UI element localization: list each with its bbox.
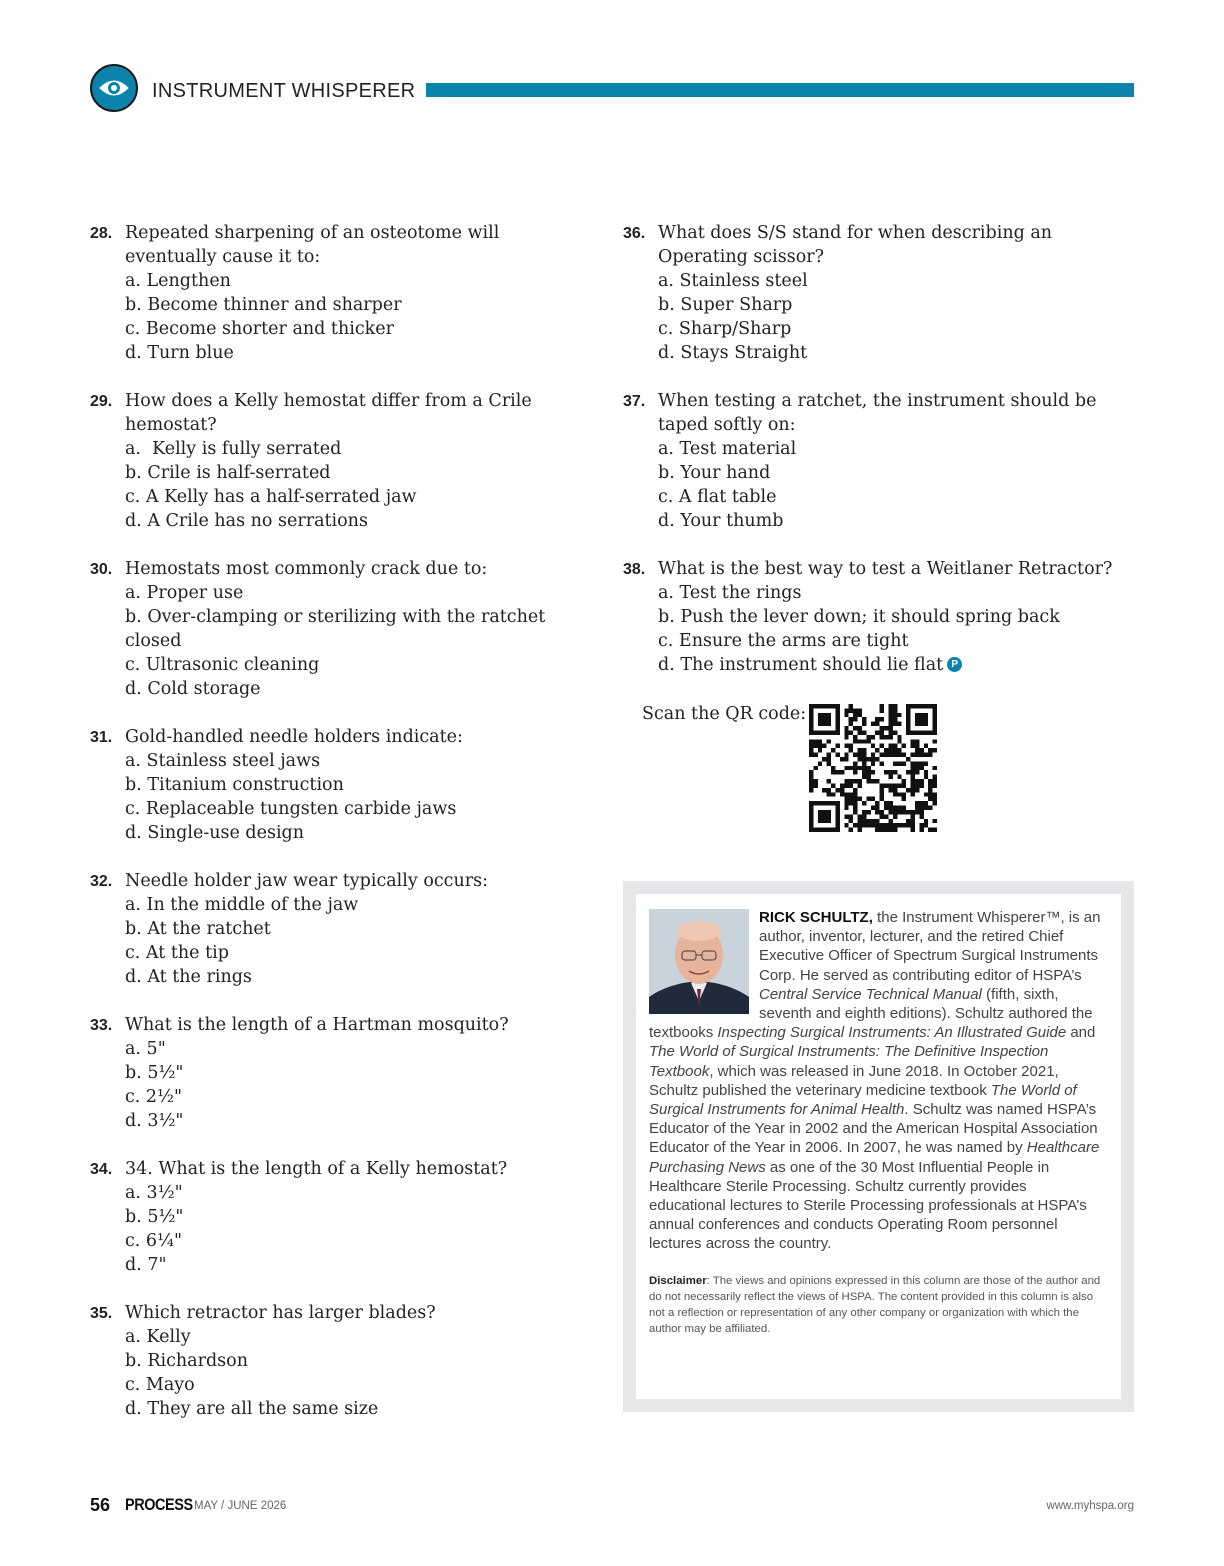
option-a: a. In the middle of the jaw (125, 895, 359, 915)
option-a: a. 3½" (125, 1183, 183, 1203)
option-b: b. 5½" (125, 1063, 184, 1083)
eye-icon (90, 64, 138, 112)
question-31 (90, 725, 590, 845)
question-34 (90, 1157, 590, 1277)
bio-text-6: as one of the 30 Most Influential People in Healthcare Sterile Processing. Schultz currently provides educational lectures to Sterile Processing professionals at HSPA’s annual conferences and conducts Operating Room personnel lectures across the country. (649, 1158, 1087, 1253)
issue-date: MAY / JUNE 2026 (194, 1500, 287, 1512)
option-d: d. Single-use design (125, 823, 305, 843)
question-38 (623, 557, 1134, 677)
option-c: c. 6¼" (125, 1231, 183, 1251)
disclaimer-text: : The views and opinions expressed in this column are those of the author and do not necessarily reflect the views of HSPA. The content provided in this column is also not a reflection or representation of any other company or organization with which the author may be affiliated. (649, 1274, 1101, 1335)
question-32 (90, 869, 590, 989)
bio-text-2: (fifth, sixth, seventh and eighth editions). Schultz authored the textbooks (649, 985, 1093, 1042)
question-text: 34. What is the length of a Kelly hemostat? (125, 1159, 508, 1179)
option-b: b. Richardson (125, 1351, 248, 1371)
option-a: a. Test the rings (658, 583, 802, 603)
question-text: Which retractor has larger blades? (125, 1303, 436, 1323)
bio-title-3: The World of Surgical Instruments: The Definitive Inspection Textbook (649, 1043, 1049, 1080)
section-title: INSTRUMENT WHISPERER (152, 80, 416, 102)
question-text: What is the best way to test a Weitlaner Retractor? (658, 559, 1113, 579)
option-a: a. Stainless steel (658, 271, 808, 291)
question-29 (90, 389, 590, 533)
option-d: d. 7" (125, 1255, 167, 1275)
option-d-row (658, 653, 1134, 677)
question-number: 31. (90, 729, 113, 746)
question-text: How does a Kelly hemostat differ from a Crile hemostat? (125, 391, 532, 435)
option-c: c. Become shorter and thicker (125, 319, 394, 339)
option-c: c. Ensure the arms are tight (658, 631, 909, 651)
option-a: a. Stainless steel jaws (125, 751, 321, 771)
question-number: 30. (90, 561, 113, 578)
bio-title-4: The World of Surgical Instruments for Animal Health (649, 1081, 1077, 1119)
end-of-article-badge: P (947, 657, 962, 672)
option-a: a. Proper use (125, 583, 244, 603)
option-d: d. The instrument should lie flat (658, 655, 944, 675)
option-b: b. Over-clamping or sterilizing with the ratchet closed (125, 607, 546, 651)
question-text: When testing a ratchet, the instrument should be taped softly on: (658, 391, 1097, 435)
qr-label: Scan the QR code: (642, 704, 807, 724)
option-b: b. Crile is half-serrated (125, 463, 331, 483)
option-c: c. At the tip (125, 943, 229, 963)
option-d: d. A Crile has no serrations (125, 511, 368, 531)
option-c: c. Sharp/Sharp (658, 319, 792, 339)
author-name: RICK SCHULTZ, (759, 909, 873, 926)
option-d: d. At the rings (125, 967, 252, 987)
option-d: d. Stays Straight (658, 343, 808, 363)
question-text: What is the length of a Hartman mosquito? (125, 1015, 509, 1035)
option-b: b. Your hand (658, 463, 771, 483)
question-30 (90, 557, 590, 701)
option-b: b. At the ratchet (125, 919, 271, 939)
question-number: 29. (90, 393, 113, 410)
questions-right-column (623, 221, 1134, 701)
page-number: 56 (90, 1495, 111, 1515)
question-number: 34. (90, 1161, 113, 1178)
option-c: c. 2½" (125, 1087, 183, 1107)
option-a: a. Kelly is fully serrated (125, 439, 342, 459)
option-a: a. Kelly (125, 1327, 191, 1347)
option-a: a. Test material (658, 439, 797, 459)
option-d: d. Your thumb (658, 511, 784, 531)
question-number: 38. (623, 561, 646, 578)
bio-title-2: Inspecting Surgical Instruments: An Illustrated Guide (717, 1024, 1067, 1042)
bio-text-4: , which was released in June 2018. In October 2021, Schultz published the veterinary medicine textbook (649, 1062, 1059, 1099)
author-photo (649, 909, 749, 1014)
page-header (90, 64, 1134, 118)
option-b: b. Super Sharp (658, 295, 793, 315)
question-number: 28. (90, 225, 113, 242)
bio-title-1: Central Service Technical Manual (759, 985, 982, 1003)
question-35 (90, 1301, 590, 1421)
author-bio-box (623, 881, 1134, 1412)
option-c: c. Ultrasonic cleaning (125, 655, 320, 675)
bio-title-5: Healthcare Purchasing News (649, 1139, 1100, 1176)
option-a: a. Lengthen (125, 271, 231, 291)
question-number: 35. (90, 1305, 113, 1322)
question-number: 37. (623, 393, 646, 410)
question-28 (90, 221, 590, 365)
question-number: 36. (623, 225, 646, 242)
option-d: d. Turn blue (125, 343, 234, 363)
question-33 (90, 1013, 590, 1133)
option-b: b. Push the lever down; it should spring back (658, 607, 1060, 627)
question-text: What does S/S stand for when describing an Operating scissor? (658, 223, 1053, 267)
question-number: 32. (90, 873, 113, 890)
question-text: Repeated sharpening of an osteotome will eventually cause it to: (125, 223, 500, 267)
bio-text-5: . Schultz was named HSPA’s Educator of the Year in 2002 and the American Hospital Association Educator of the Year in 2006. In 2007, he was named by (649, 1101, 1098, 1157)
question-36 (623, 221, 1134, 365)
disclaimer-label: Disclaimer (649, 1274, 707, 1287)
website-link[interactable]: www.myhspa.org (1046, 1500, 1134, 1512)
option-c: c. A flat table (658, 487, 777, 507)
disclaimer (649, 1273, 1107, 1337)
option-c: c. A Kelly has a half-serrated jaw (125, 487, 417, 507)
page-footer (90, 1494, 1134, 1518)
question-text: Hemostats most commonly crack due to: (125, 559, 488, 579)
question-37 (623, 389, 1134, 533)
author-bio-inner (636, 894, 1121, 1399)
option-b: b. Titanium construction (125, 775, 344, 795)
option-b: b. 5½" (125, 1207, 184, 1227)
question-text: Needle holder jaw wear typically occurs: (125, 871, 488, 891)
option-c: c. Mayo (125, 1375, 195, 1395)
header-accent-bar (426, 83, 1134, 97)
bio-text-1: the Instrument Whisperer™, is an author, inventor, lecturer, and the retired Chief Executive Officer of Spectrum Surgical Instruments Corp. He served as contributing editor of HSPA’s (759, 909, 1101, 984)
option-b: b. Become thinner and sharper (125, 295, 402, 315)
question-text: Gold-handled needle holders indicate: (125, 727, 463, 747)
option-d: d. Cold storage (125, 679, 261, 699)
option-a: a. 5" (125, 1039, 166, 1059)
magazine-name: PROCESS (125, 1495, 193, 1514)
option-d: d. 3½" (125, 1111, 184, 1131)
bio-text-3: and (1066, 1024, 1096, 1042)
qr-code[interactable] (809, 704, 937, 832)
option-d: d. They are all the same size (125, 1399, 379, 1419)
questions-left-column (90, 221, 590, 1445)
option-c: c. Replaceable tungsten carbide jaws (125, 799, 457, 819)
question-number: 33. (90, 1017, 113, 1034)
